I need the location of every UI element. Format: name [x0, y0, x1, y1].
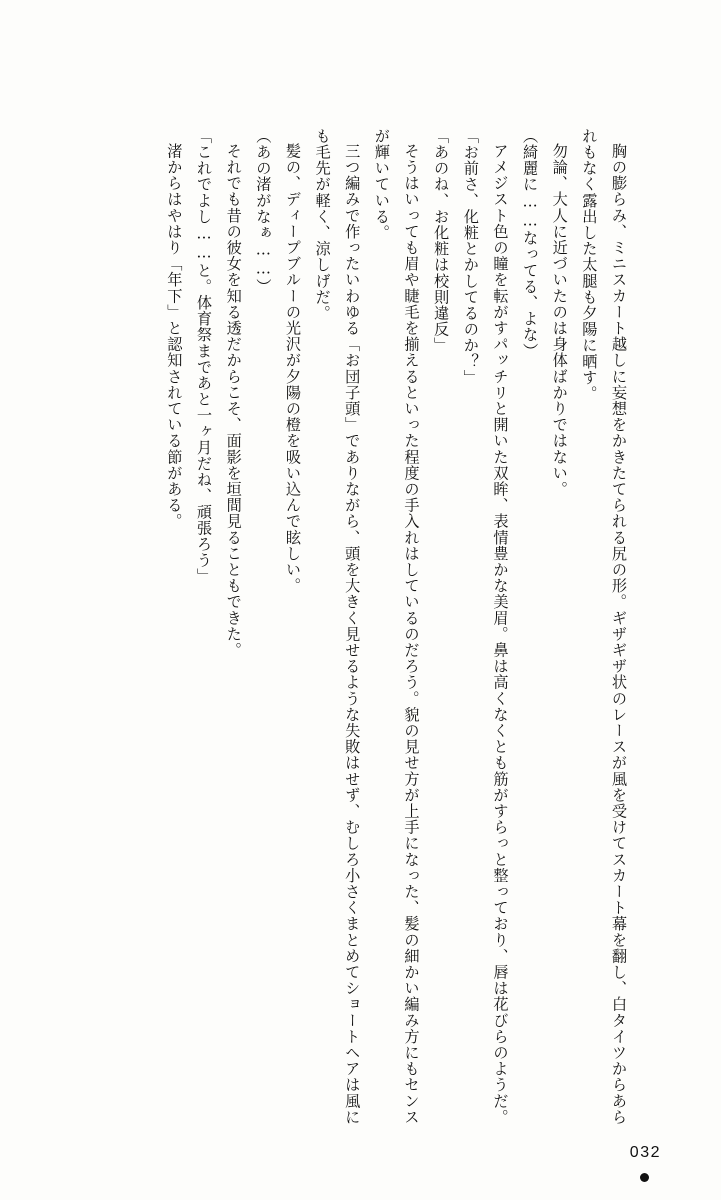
paragraph: 胸の膨らみ、ミニスカート越しに妄想をかきたてられる尻の形。ギザギザ状のレースが風を受けてスカート幕を翻し、白タイツからあられもなく露出した太腿も夕陽に晒す。 [580, 128, 628, 1126]
paragraph: アメジスト色の瞳を転がすパッチリと開いた双眸、表情豊かな美眉。鼻は高くなくとも筋がすらっと整っており、唇は花びらのようだ。 [491, 143, 510, 1126]
paragraph-dialogue: 「お前さ、化粧とかしてるのか？」 [461, 128, 480, 386]
paragraph: それでも昔の彼女を知る透だからこそ、面影を垣間見ることもできた。 [224, 143, 243, 659]
paragraph: そうはいっても眉や睫毛を揃えるといった程度の手入れはしているのだろう。貌の見せ方が上手になった、髪の細かい編み方にもセンスが輝いている。 [372, 128, 421, 1126]
page-marker-dot [640, 1173, 649, 1182]
paragraph: 渚からはやはり「年下」と認知されている節がある。 [165, 143, 184, 530]
paragraph: （綺麗に……なってる、よな） [521, 128, 540, 359]
paragraph: 三つ編みで作ったいわゆる「お団子頭」でありながら、頭を大きく見せるような失敗はせず、むしろ小さくまとめてショートヘアは風にも毛先が軽く、涼しげだ。 [313, 128, 362, 1126]
page-number: 032 [629, 1144, 661, 1161]
paragraph-dialogue: 「あのね、お化粧は校則違反」 [432, 128, 451, 354]
paragraph: 勿論、大人に近づいたのは身体ばかりではない。 [550, 143, 569, 498]
body-text [73, 128, 633, 1128]
paragraph: （あの渚がなぁ……） [254, 128, 273, 295]
paragraph: 髪の、ディープブルーの光沢が夕陽の橙を吸い込んで眩しい。 [283, 143, 302, 594]
paragraph-dialogue: 「これでよし……と。体育祭まであと一ヶ月だね、頑張ろう」 [195, 128, 214, 585]
